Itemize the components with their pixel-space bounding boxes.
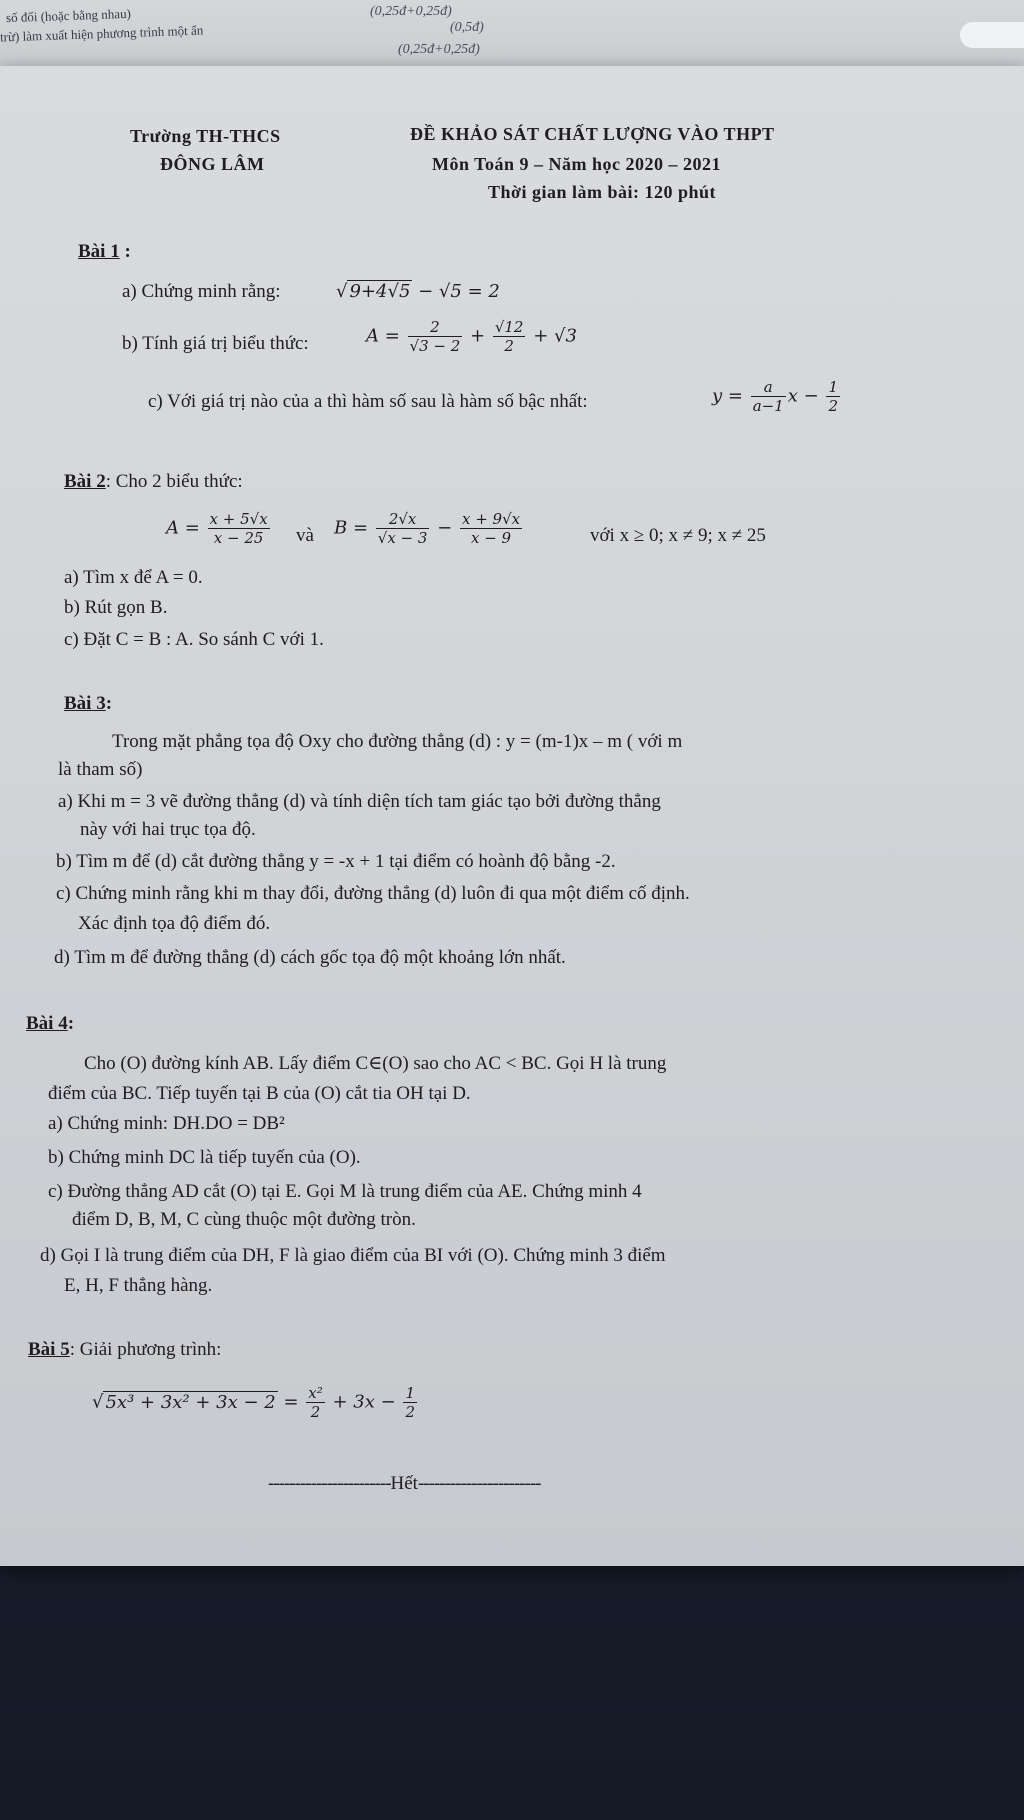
score-note-1: (0,25đ+0,25đ) bbox=[370, 4, 452, 19]
bai1-c: c) Với giá trị nào của a thì hàm số sau là hàm số bậc nhất: bbox=[148, 391, 588, 412]
bai2-expr-a: A = $\frac{x + 5√x}{x - 25}$ bbox=[166, 510, 268, 547]
bai4-d-2: E, H, F thẳng hàng. bbox=[64, 1275, 213, 1296]
bai3-a-1: a) Khi m = 3 vẽ đường thẳng (d) và tính diện tích tam giác tạo bởi đường thẳng bbox=[58, 791, 661, 812]
bai3-intro-2: là tham số) bbox=[58, 759, 143, 780]
bai2-condition: với x ≥ 0; x ≠ 9; x ≠ 25 bbox=[590, 525, 766, 546]
bai1-c-formula: y = $\frac{a}{a-1}$ x − $\frac{1}{2}$ bbox=[712, 378, 838, 415]
score-note-2: (0,5đ) bbox=[450, 20, 484, 35]
scrap-line-1: số đối (hoặc bằng nhau) bbox=[5, 5, 132, 26]
bai5-heading: Bài 5: Giải phương trình: bbox=[28, 1339, 222, 1360]
bai4-c-1: c) Đường thẳng AD cắt (O) tại E. Gọi M là trung điểm của AE. Chứng minh 4 bbox=[48, 1181, 642, 1202]
bai4-heading: Bài 4: bbox=[26, 1013, 75, 1034]
previous-page-scrap bbox=[0, 0, 1024, 70]
bai3-heading: Bài 3: bbox=[64, 693, 113, 714]
bai4-b: b) Chứng minh DC là tiếp tuyến của (O). bbox=[48, 1147, 361, 1168]
bai5-equation: √ 5x³ + 3x² + 3x − 2 = $\frac{\text{x²}}{2}$ + 3x − $\frac{1}{2}$ bbox=[92, 1384, 415, 1421]
bai2-and: và bbox=[296, 525, 314, 546]
exam-time: Thời gian làm bài: 120 phút bbox=[488, 182, 717, 202]
bai1-a: a) Chứng minh rằng: bbox=[122, 281, 281, 302]
bai3-a-2: này với hai trục tọa độ. bbox=[80, 819, 256, 840]
exam-title: ĐỀ KHẢO SÁT CHẤT LƯỢNG VÀO THPT bbox=[410, 124, 775, 144]
bai2-a: a) Tìm x để A = 0. bbox=[64, 567, 203, 588]
exam-paper bbox=[0, 66, 1024, 1566]
end-marker: -----------------------Hết----------------------- bbox=[268, 1473, 541, 1494]
bai4-d-1: d) Gọi I là trung điểm của DH, F là giao điểm của BI với (O). Chứng minh 3 điểm bbox=[40, 1245, 666, 1266]
bai4-intro-2: điểm của BC. Tiếp tuyến tại B của (O) cắt tia OH tại D. bbox=[48, 1083, 471, 1104]
bai4-intro-1: Cho (O) đường kính AB. Lấy điểm C∈(O) sao cho AC < BC. Gọi H là trung bbox=[84, 1053, 667, 1074]
bai1-b-formula: A = $\frac{2}{√3 - 2}$ + $\frac{√12}{2}$ + √3 bbox=[366, 318, 577, 355]
bai1-heading: Bài 1 : bbox=[78, 241, 131, 262]
bai1-b: b) Tính giá trị biểu thức: bbox=[122, 333, 309, 354]
bai3-intro-1: Trong mặt phẳng tọa độ Oxy cho đường thẳng (d) : y = (m-1)x – m ( với m bbox=[112, 731, 683, 752]
bai3-b: b) Tìm m để (d) cắt đường thẳng y = -x + 1 tại điểm có hoành độ bằng -2. bbox=[56, 851, 616, 872]
score-note-3: (0,25đ+0,25đ) bbox=[398, 42, 480, 57]
bai3-d: d) Tìm m để đường thẳng (d) cách gốc tọa độ một khoảng lớn nhất. bbox=[54, 947, 566, 968]
bai2-b: b) Rút gọn B. bbox=[64, 597, 168, 618]
bai2-expr-b: B = $\frac{2√x}{√x - 3}$ − $\frac{x + 9√x}{x - 9}$ bbox=[334, 510, 521, 547]
bai1-a-formula: √ 9+4√5 − √5 = 2 bbox=[336, 281, 500, 302]
bai2-heading: Bài 2: Cho 2 biểu thức: bbox=[64, 471, 243, 492]
scrap-line-2: trừ) làm xuất hiện phương trình một ẩn bbox=[0, 22, 204, 45]
tape-strip bbox=[960, 22, 1024, 48]
school-name: Trường TH-THCS bbox=[130, 126, 281, 146]
bai2-c: c) Đặt C = B : A. So sánh C với 1. bbox=[64, 629, 324, 650]
bai4-a: a) Chứng minh: DH.DO = DB² bbox=[48, 1113, 285, 1134]
bai4-c-2: điểm D, B, M, C cùng thuộc một đường tròn. bbox=[72, 1209, 416, 1230]
exam-subject: Môn Toán 9 – Năm học 2020 – 2021 bbox=[432, 154, 722, 174]
bai3-c-2: Xác định tọa độ điểm đó. bbox=[78, 913, 271, 934]
bai3-c-1: c) Chứng minh rằng khi m thay đổi, đường thẳng (d) luôn đi qua một điểm cố định. bbox=[56, 883, 690, 904]
school-district: ĐÔNG LÂM bbox=[160, 154, 265, 174]
